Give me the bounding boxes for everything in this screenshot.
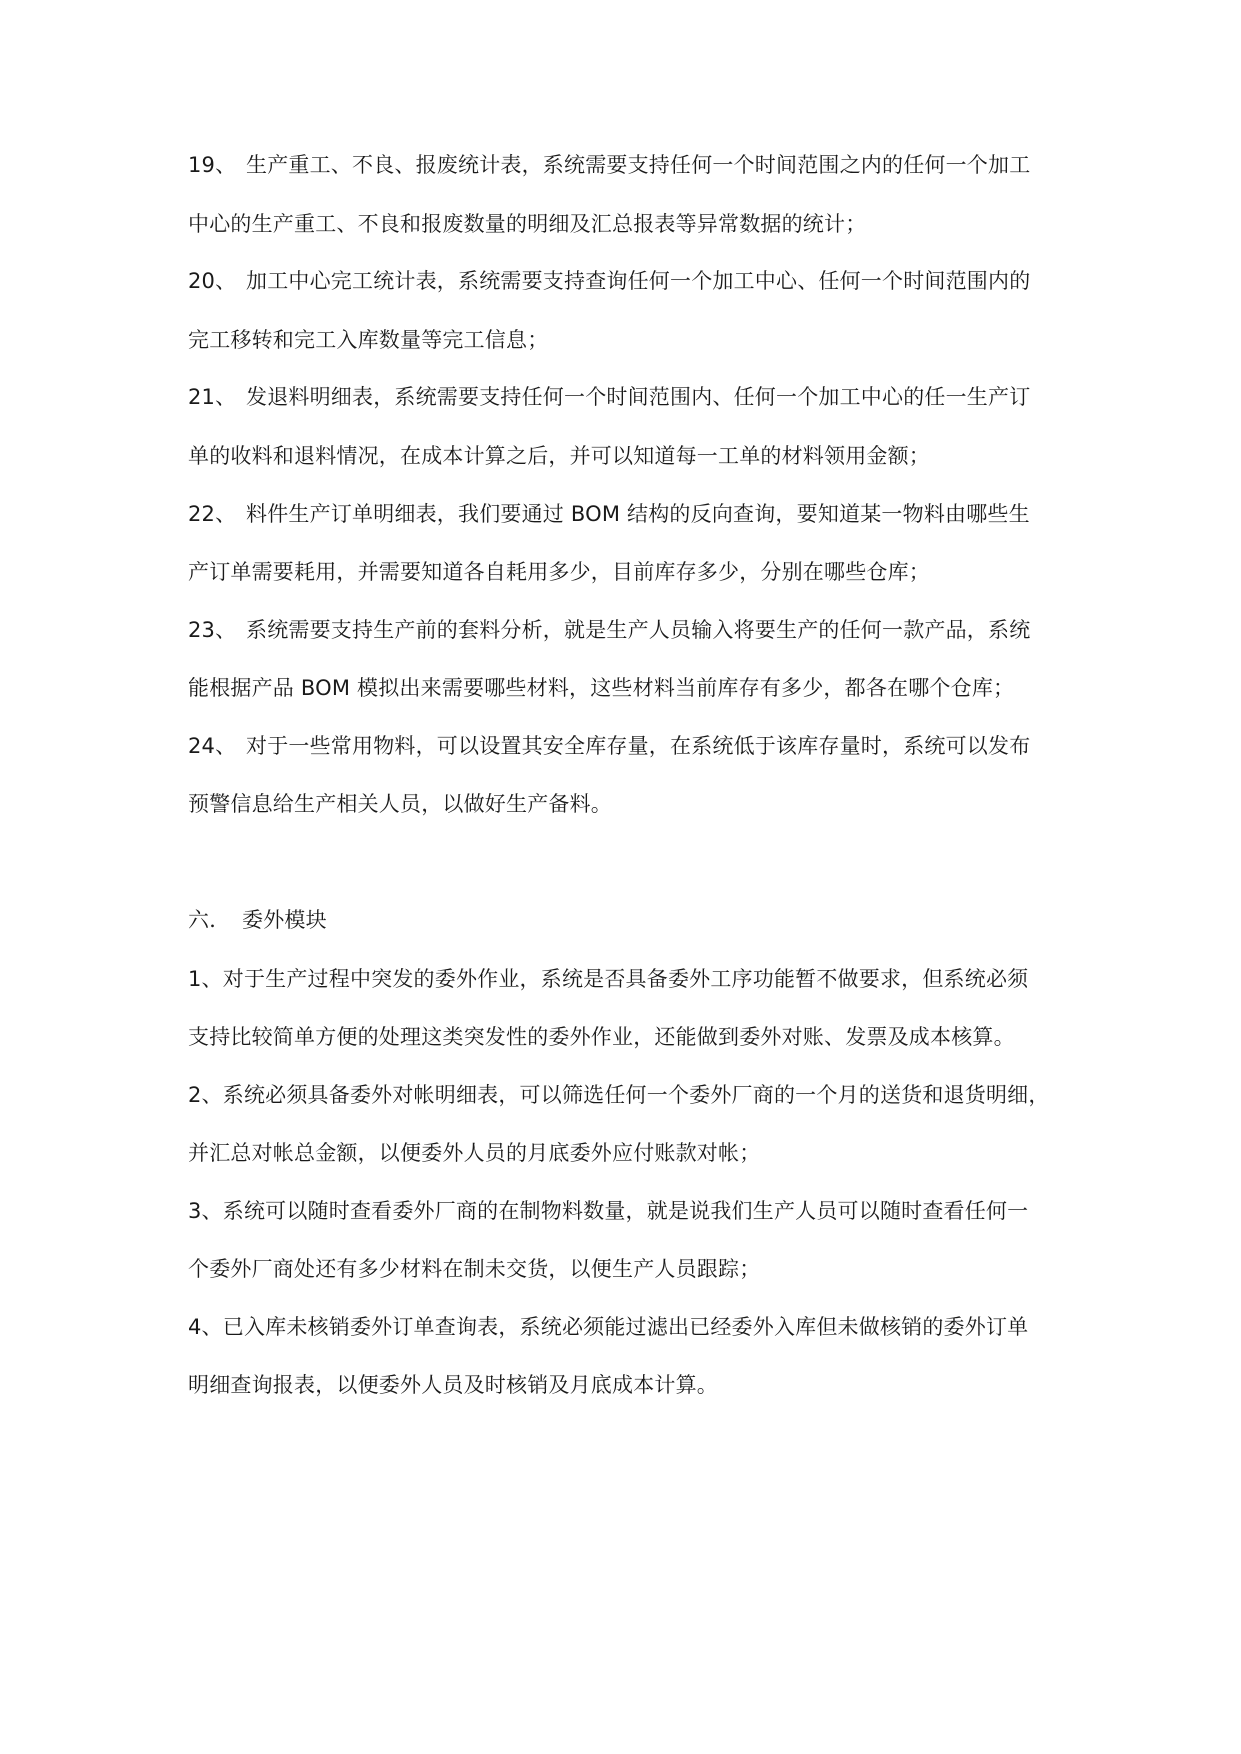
section-item-1-line1: 1、对于生产过程中突发的委外作业，系统是否具备委外工序功能暂不做要求，但系统必须 [188,967,1029,991]
item-number: 20、 [188,269,237,293]
section-item-2-line2: 并汇总对帐总金额，以便委外人员的月底委外应付账款对帐； [188,1141,761,1165]
item-text: 生产重工、不良、报废统计表，系统需要支持任何一个时间范围之内的任何一个加工 [246,153,1031,177]
section-item-3-line1: 3、系统可以随时查看委外厂商的在制物料数量，就是说我们生产人员可以随时查看任何一 [188,1199,1029,1223]
list-item-22-line1 [188,499,1068,529]
item-number: 21、 [188,385,237,409]
section-item-3-line2: 个委外厂商处还有多少材料在制未交货，以便生产人员跟踪； [188,1257,761,1281]
item-text: 系统需要支持生产前的套料分析，就是生产人员输入将要生产的任何一款产品，系统 [246,618,1031,642]
section-item-2-line1: 2、系统必须具备委外对帐明细表，可以筛选任何一个委外厂商的一个月的送货和退货明细， [188,1083,1050,1107]
item-number: 22、 [188,502,237,526]
list-item-20-line1 [188,266,1068,296]
section-item-4-line2: 明细查询报表，以便委外人员及时核销及月底成本计算。 [188,1373,718,1397]
list-item-21-line1 [188,382,1068,412]
list-item-21-line2: 单的收料和退料情况，在成本计算之后，并可以知道每一工单的材料领用金额； [188,444,930,468]
item-number: 19、 [188,153,237,177]
item-text: 发退料明细表，系统需要支持任何一个时间范围内、任何一个加工中心的任一生产订 [246,385,1031,409]
item-text: 料件生产订单明细表，我们要通过 BOM 结构的反向查询，要知道某一物料由哪些生 [246,502,1030,526]
item-text: 对于一些常用物料，可以设置其安全库存量，在系统低于该库存量时，系统可以发布 [246,734,1031,758]
section-number: 六． [188,908,231,932]
item-text: 加工中心完工统计表，系统需要支持查询任何一个加工中心、任何一个时间范围内的 [246,269,1031,293]
list-item-23-line2: 能根据产品 BOM 模拟出来需要哪些材料，这些材料当前库存有多少，都各在哪个仓库； [188,676,1015,700]
list-item-24-line1 [188,731,1068,761]
list-item-22-line2: 产订单需要耗用，并需要知道各自耗用多少，目前库存多少，分别在哪些仓库； [188,560,930,584]
list-item-23-line1 [188,615,1068,645]
section-item-4-line1: 4、已入库未核销委外订单查询表，系统必须能过滤出已经委外入库但未做核销的委外订单 [188,1315,1029,1339]
list-item-20-line2: 完工移转和完工入库数量等完工信息； [188,328,549,352]
section-heading [188,905,1068,935]
item-number: 23、 [188,618,237,642]
item-number: 24、 [188,734,237,758]
section-title: 委外模块 [242,908,327,932]
list-item-19-line2: 中心的生产重工、不良和报废数量的明细及汇总报表等异常数据的统计； [188,212,867,236]
section-item-1-line2: 支持比较简单方便的处理这类突发性的委外作业，还能做到委外对账、发票及成本核算。 [188,1025,1015,1049]
list-item-19-line1 [188,150,1068,180]
list-item-24-line2: 预警信息给生产相关人员，以做好生产备料。 [188,792,612,816]
